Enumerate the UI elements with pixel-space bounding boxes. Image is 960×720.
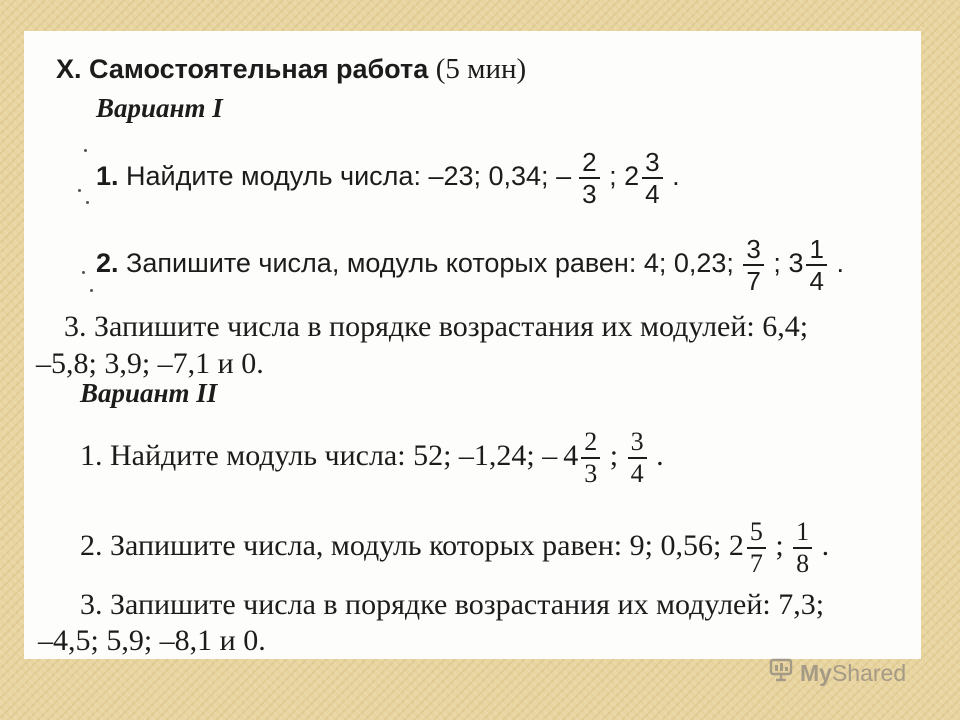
page-title bbox=[56, 55, 526, 84]
denominator: 3 bbox=[584, 459, 598, 488]
title-text: Самостоятельная работа bbox=[89, 54, 429, 84]
task-text: 2. Запишите числа, модуль которых равен: 9; 0,56; bbox=[80, 528, 722, 562]
numerator: 1 bbox=[806, 236, 826, 266]
denominator: 4 bbox=[809, 266, 824, 296]
scan-speck bbox=[86, 201, 89, 204]
task-text: Найдите модуль числа: –23; 0,34; bbox=[126, 161, 549, 192]
fraction bbox=[628, 429, 647, 487]
variant-2-task-1 bbox=[80, 429, 664, 487]
end-mark: . bbox=[672, 161, 680, 192]
variant-1-task-3-line-2: –5,8; 3,9; –7,1 и 0. bbox=[36, 347, 264, 380]
worksheet-page bbox=[24, 31, 921, 659]
presentation-board-icon bbox=[768, 657, 800, 689]
variant-2-task-2 bbox=[80, 519, 829, 577]
scan-speck bbox=[78, 189, 81, 192]
fraction bbox=[793, 519, 812, 577]
variant-1-task-3-line-1: 3. Запишите числа в порядке возрастания их модулей: 6,4; bbox=[64, 310, 809, 343]
task-number: 1. bbox=[96, 161, 119, 192]
mixed-whole: 3 bbox=[788, 248, 804, 279]
numerator: 3 bbox=[628, 429, 647, 459]
denominator: 7 bbox=[746, 266, 761, 296]
task-number: 2. bbox=[96, 248, 119, 279]
scan-speck bbox=[90, 289, 93, 292]
variant-1-task-1 bbox=[96, 149, 680, 207]
denominator: 8 bbox=[796, 549, 810, 578]
denominator: 7 bbox=[749, 549, 763, 578]
title-number: X. bbox=[56, 54, 82, 84]
variant-2-heading: Вариант II bbox=[80, 378, 218, 408]
mixed-whole: 4 bbox=[563, 438, 579, 472]
fraction bbox=[579, 149, 599, 207]
fraction bbox=[806, 236, 826, 294]
mixed-whole: 2 bbox=[624, 161, 640, 192]
title-time: (5 мин) bbox=[435, 53, 527, 85]
variant-2-task-3-line-2: –4,5; 5,9; –8,1 и 0. bbox=[38, 624, 266, 657]
fraction-sign: – bbox=[542, 438, 558, 472]
end-mark: . bbox=[821, 528, 830, 562]
task-text: 1. Найдите модуль числа: 52; –1,24; bbox=[80, 438, 535, 472]
fraction-sign: – bbox=[556, 161, 572, 192]
denominator: 3 bbox=[582, 179, 597, 209]
numerator: 5 bbox=[747, 519, 766, 549]
fraction bbox=[581, 429, 600, 487]
watermark-shared: Shared bbox=[831, 659, 907, 686]
numerator: 1 bbox=[793, 519, 812, 549]
variant-2-task-3-line-1: 3. Запишите числа в порядке возрастания их модулей: 7,3; bbox=[80, 588, 825, 621]
numerator: 3 bbox=[743, 236, 763, 266]
scan-speck bbox=[84, 149, 87, 152]
scan-speck bbox=[82, 271, 85, 274]
numerator: 2 bbox=[579, 149, 599, 179]
denominator: 4 bbox=[630, 459, 644, 488]
end-mark: . bbox=[656, 438, 664, 472]
separator: ; bbox=[773, 248, 781, 279]
numerator: 3 bbox=[642, 149, 662, 179]
variant-1-heading: Вариант I bbox=[96, 93, 223, 123]
fraction bbox=[743, 236, 763, 294]
mixed-whole: 2 bbox=[728, 528, 744, 562]
separator: ; bbox=[609, 161, 617, 192]
watermark bbox=[768, 657, 906, 689]
separator: ; bbox=[609, 438, 619, 472]
end-mark: . bbox=[836, 248, 844, 279]
variant-1-task-2 bbox=[96, 236, 844, 294]
numerator: 2 bbox=[581, 429, 600, 459]
fraction bbox=[747, 519, 766, 577]
task-text: Запишите числа, модуль которых равен: 4; 0,23; bbox=[126, 248, 734, 279]
denominator: 4 bbox=[645, 179, 660, 209]
fraction bbox=[642, 149, 662, 207]
separator: ; bbox=[775, 528, 784, 562]
watermark-my: My bbox=[800, 659, 832, 686]
